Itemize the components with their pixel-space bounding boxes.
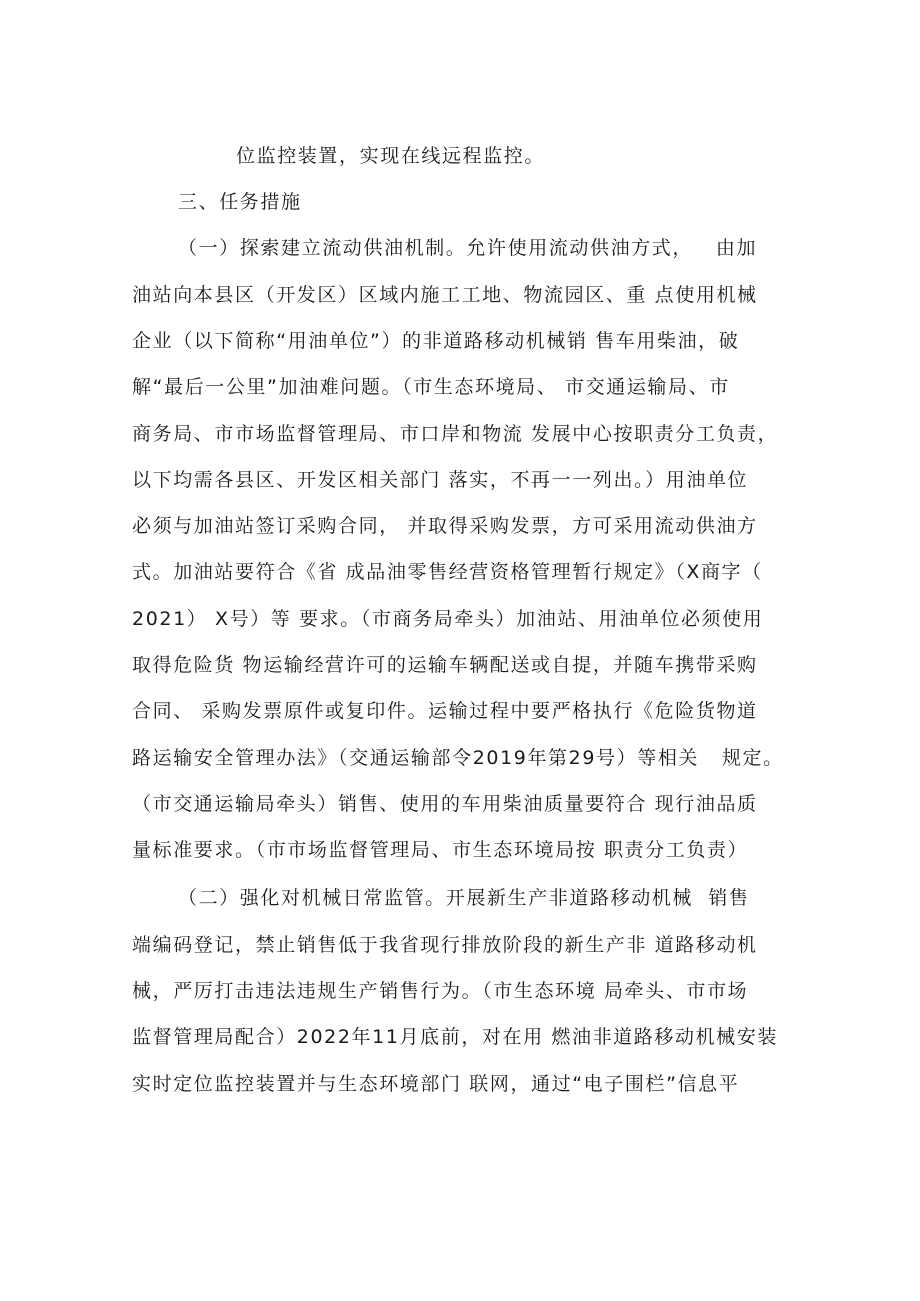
body-text-line: 解“最后一公里”加油难问题。（市生态环境局、 市交通运输局、市: [132, 376, 730, 398]
body-text-line: 式。加油站要符合《省 成品油零售经营资格管理暂行规定》（X商字（: [132, 561, 763, 583]
body-text-line: （市交通运输局牵头）销售、使用的车用柴油质量要符合 现行油品质: [132, 793, 758, 815]
body-text-line: 商务局、市市场监督管理局、市口岸和物流 发展中心按职责分工负责，: [132, 423, 779, 445]
body-text-line: 2021） X号）等 要求。（市商务局牵头）加油站、用油单位必须使用: [132, 608, 764, 630]
body-text-line: 位监控装置，实现在线远程监控。: [236, 145, 546, 167]
body-text-line: 实时定位监控装置并与生态环境部门 联网，通过“电子围栏”信息平: [132, 1073, 740, 1095]
body-text-line: 必须与加油站签订采购合同， 并取得采购发票，方可采用流动供油方: [132, 515, 758, 537]
body-text-line: （二）强化对机械日常监管。开展新生产非道路移动机械 销售: [178, 887, 750, 909]
body-text-line: 合同、 采购发票原件或复印件。运输过程中要严格执行《危险货物道: [132, 700, 758, 722]
body-text-line: 油站向本县区（开发区）区域内施工工地、物流园区、重 点使用机械: [132, 284, 758, 306]
body-text-line: 监督管理局配合）2022年11月底前，对在用 燃油非道路移动机械安装: [132, 1026, 778, 1048]
body-text-line: 取得危险货 物运输经营许可的运输车辆配送或自提，并随车携带采购: [132, 654, 758, 676]
body-text-line: 量标准要求。（市市场监督管理局、市生态环境局按 职责分工负责）: [132, 839, 749, 861]
body-text-line: 路运输安全管理办法》（交通运输部令2019年第29号）等相关 规定。: [132, 747, 784, 769]
body-text-line: 端编码登记，禁止销售低于我省现行排放阶段的新生产非 道路移动机: [132, 934, 758, 956]
body-text-line: 械，严厉打击违法违规生产销售行为。（市生态环境 局牵头、市市场: [132, 980, 749, 1002]
body-text-line: 企业（以下简称“用油单位”）的非道路移动机械销 售车用柴油，破: [132, 330, 740, 352]
section-heading: 三、任务措施: [178, 191, 302, 213]
body-text-line: （一）探索建立流动供油机制。允许使用流动供油方式， 由加: [178, 237, 758, 259]
body-text-line: 以下均需各县区、开发区相关部门 落实，不再一一列出。）用油单位: [132, 469, 749, 491]
